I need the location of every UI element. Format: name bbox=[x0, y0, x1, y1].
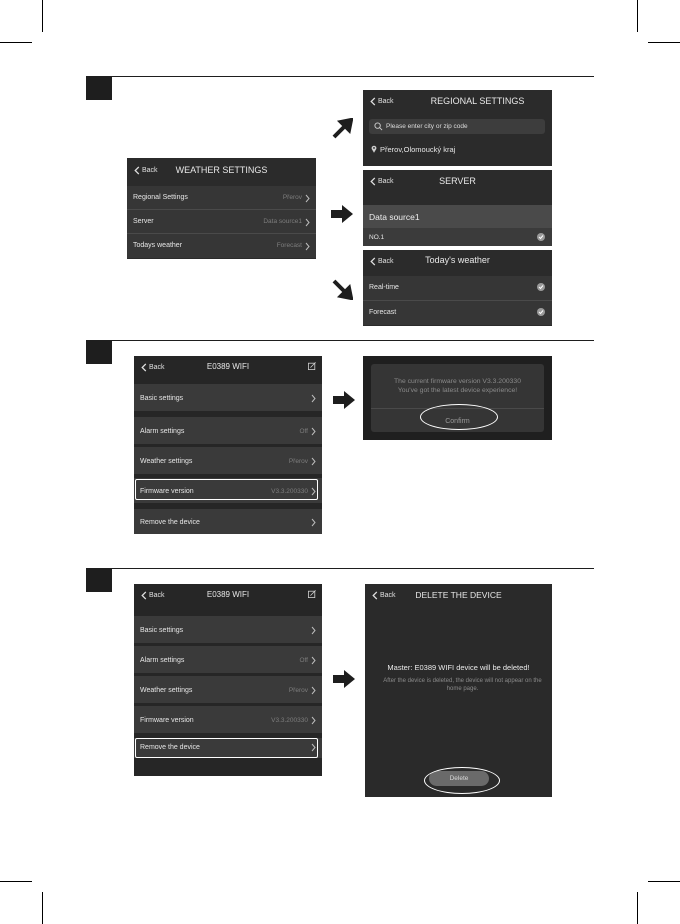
confirm-button[interactable]: Confirm bbox=[445, 418, 470, 425]
row-label: Server bbox=[133, 218, 154, 225]
back-label: Back bbox=[378, 178, 394, 185]
arrow-right-icon bbox=[331, 205, 353, 223]
row-label: Basic settings bbox=[140, 627, 184, 634]
chevron-right-icon bbox=[311, 716, 316, 725]
option-label: Real-time bbox=[369, 284, 399, 291]
list-item-remove-device[interactable] bbox=[134, 509, 322, 534]
list-item-forecast[interactable] bbox=[363, 301, 552, 325]
back-button[interactable] bbox=[370, 97, 394, 106]
row-value: Přerov bbox=[282, 194, 302, 201]
dialog-message-line2: You've got the latest device experience! bbox=[397, 387, 518, 394]
row-value: Data source1 bbox=[263, 218, 302, 225]
list-item-basic-settings[interactable] bbox=[134, 384, 322, 411]
row-label: Regional Settings bbox=[133, 194, 188, 201]
list-item-regional-settings[interactable] bbox=[127, 186, 316, 210]
list-item-weather-settings[interactable] bbox=[134, 447, 322, 474]
arrow-right-icon bbox=[333, 391, 355, 409]
crop-mark bbox=[42, 892, 43, 924]
list-item-alarm-settings[interactable] bbox=[134, 417, 322, 444]
search-icon bbox=[374, 122, 383, 131]
row-label: Firmware version bbox=[140, 488, 194, 495]
check-circle-icon bbox=[537, 308, 545, 316]
list-item-alarm-settings[interactable] bbox=[134, 646, 322, 673]
crop-mark bbox=[42, 0, 43, 32]
chevron-right-icon bbox=[311, 656, 316, 665]
step-marker-3 bbox=[86, 568, 112, 592]
server-section bbox=[363, 205, 552, 246]
screen-title: REGIONAL SETTINGS bbox=[430, 96, 525, 106]
list-item-server[interactable] bbox=[127, 210, 316, 234]
crop-mark bbox=[637, 0, 638, 32]
row-value: Off bbox=[299, 428, 308, 435]
regional-settings-screen bbox=[363, 90, 552, 166]
data-source-label: Data source1 bbox=[369, 212, 420, 222]
check-circle-icon bbox=[537, 283, 545, 291]
back-label: Back bbox=[149, 364, 165, 371]
option-label: Forecast bbox=[369, 309, 397, 316]
row-value: Forecast bbox=[276, 242, 302, 249]
delete-note: After the device is deleted, the device will not appear on the home page. bbox=[383, 678, 542, 692]
screen-title: SERVER bbox=[439, 176, 476, 186]
screen-header bbox=[127, 158, 316, 186]
device-menu-screen-firmware bbox=[134, 356, 322, 534]
arrow-right-icon bbox=[333, 670, 355, 688]
firmware-dialog-screen bbox=[363, 356, 552, 440]
back-label: Back bbox=[378, 258, 394, 265]
screen-title: DELETE THE DEVICE bbox=[415, 590, 502, 600]
chevron-right-icon bbox=[311, 457, 316, 466]
crop-mark bbox=[637, 892, 638, 924]
row-value: Přerov bbox=[288, 458, 308, 465]
row-label: Basic settings bbox=[140, 395, 184, 402]
chevron-right-icon bbox=[311, 686, 316, 695]
edit-icon[interactable] bbox=[308, 590, 316, 598]
location-pin-icon bbox=[371, 145, 377, 153]
edit-icon[interactable] bbox=[308, 362, 316, 370]
row-value: V3.3.200330 bbox=[271, 717, 308, 724]
step-divider-1 bbox=[86, 76, 594, 77]
row-label: Alarm settings bbox=[140, 657, 185, 664]
list-item-todays-weather[interactable] bbox=[127, 234, 316, 258]
device-menu-screen-remove bbox=[134, 584, 322, 776]
delete-device-screen bbox=[365, 584, 552, 797]
row-label: Remove the device bbox=[140, 519, 200, 526]
highlight-frame bbox=[135, 738, 318, 758]
row-label: Todays weather bbox=[133, 242, 183, 249]
row-label: Alarm settings bbox=[140, 428, 185, 435]
row-label: Remove the device bbox=[140, 744, 200, 751]
todays-weather-screen bbox=[363, 250, 552, 326]
crop-mark bbox=[648, 42, 680, 43]
list-item-no1[interactable] bbox=[363, 228, 552, 246]
list-item-weather-settings[interactable] bbox=[134, 676, 322, 703]
chevron-right-icon bbox=[305, 218, 310, 227]
row-label: Weather settings bbox=[140, 687, 193, 694]
list-item-basic-settings[interactable] bbox=[134, 616, 322, 643]
search-placeholder: Please enter city or zip code bbox=[386, 123, 468, 130]
chevron-left-icon bbox=[370, 97, 376, 106]
row-value: Off bbox=[299, 657, 308, 664]
crop-mark bbox=[0, 881, 32, 882]
list-item-real-time[interactable] bbox=[363, 276, 552, 300]
option-label: NO.1 bbox=[369, 234, 385, 241]
arrow-up-right-icon bbox=[331, 118, 353, 140]
dialog-message-line1: The current firmware version V3.3.200330 bbox=[394, 378, 521, 385]
search-input[interactable] bbox=[369, 119, 545, 134]
row-value: V3.3.200330 bbox=[271, 488, 308, 495]
chevron-right-icon bbox=[311, 394, 316, 403]
delete-button[interactable]: Delete bbox=[429, 771, 489, 786]
step-marker-2 bbox=[86, 340, 112, 364]
chevron-right-icon bbox=[305, 242, 310, 251]
highlight-ellipse bbox=[424, 767, 500, 794]
chevron-right-icon bbox=[305, 194, 310, 203]
screen-title: WEATHER SETTINGS bbox=[175, 165, 268, 175]
screen-title: E0389 WIFI bbox=[206, 590, 250, 599]
step-divider-2 bbox=[86, 340, 594, 341]
back-label: Back bbox=[380, 592, 396, 599]
row-label: Firmware version bbox=[140, 717, 194, 724]
crop-mark bbox=[648, 881, 680, 882]
crop-mark bbox=[0, 42, 32, 43]
list-item-firmware-version[interactable] bbox=[134, 706, 322, 733]
check-circle-icon bbox=[537, 233, 545, 241]
back-label: Back bbox=[149, 592, 165, 599]
weather-settings-screen bbox=[127, 158, 316, 259]
screen-title: Today's weather bbox=[425, 255, 490, 265]
chevron-right-icon bbox=[311, 427, 316, 436]
back-label: Back bbox=[378, 98, 394, 105]
step-marker-1 bbox=[86, 76, 112, 100]
highlight-frame bbox=[135, 479, 318, 500]
row-value: Přerov bbox=[288, 687, 308, 694]
delete-message: Master: E0389 WIFI device will be deleted! bbox=[387, 663, 530, 672]
server-screen bbox=[363, 170, 552, 246]
location-text[interactable]: Přerov,Olomoucký kraj bbox=[380, 145, 456, 154]
row-label: Weather settings bbox=[140, 458, 193, 465]
arrow-down-right-icon bbox=[331, 278, 353, 300]
chevron-right-icon bbox=[311, 518, 316, 527]
back-label: Back bbox=[142, 167, 158, 174]
step-divider-3 bbox=[86, 568, 594, 569]
screen-title: E0389 WIFI bbox=[206, 362, 250, 371]
highlight-ellipse bbox=[420, 404, 498, 430]
chevron-right-icon bbox=[311, 626, 316, 635]
